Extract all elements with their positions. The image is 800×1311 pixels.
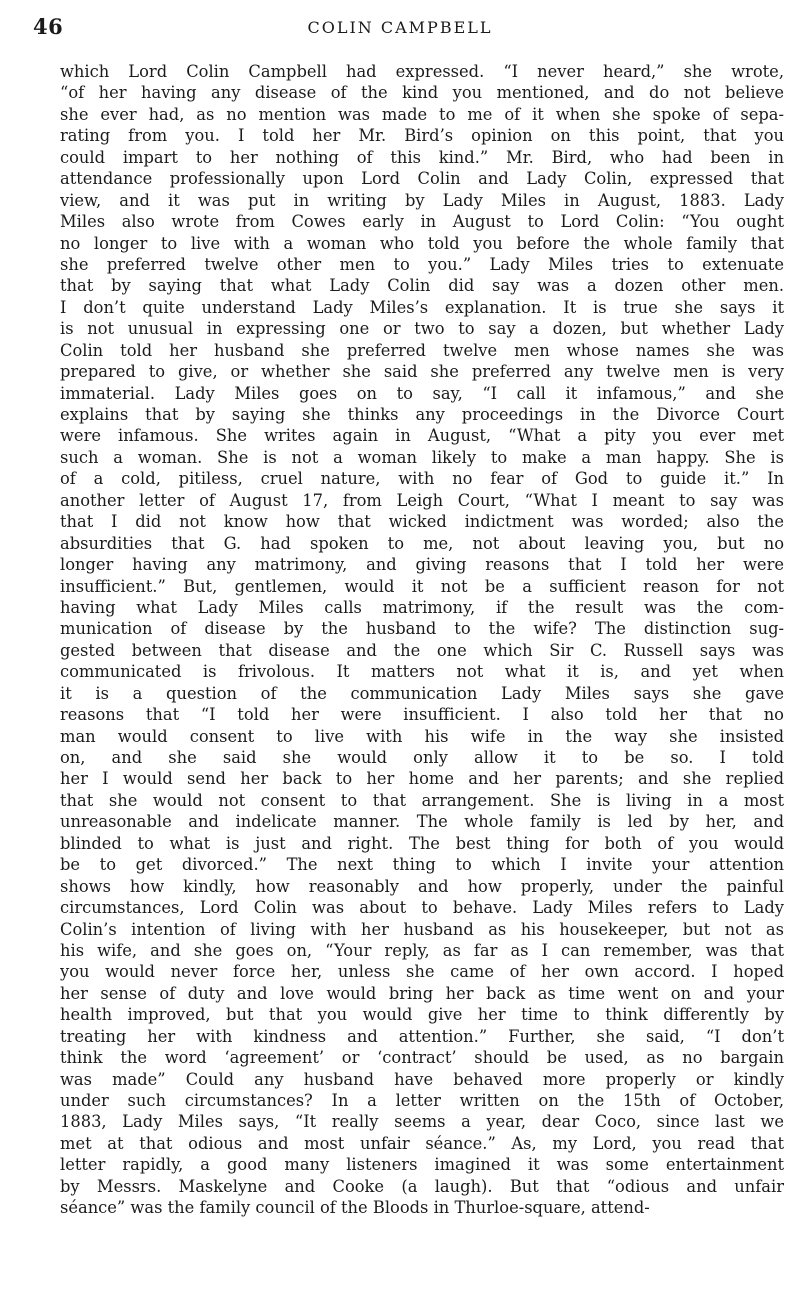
text-line: treating her with kindness and attention.” Further, she said, “I don’t <box>60 1026 784 1046</box>
text-line: were infamous. She writes again in August, “What a pity you ever met <box>60 426 784 446</box>
text-line: Miles also wrote from Cowes early in August to Lord Colin: “You ought <box>60 212 784 232</box>
text-line: Colin told her husband she preferred twelve men whose names she was <box>60 340 784 360</box>
text-line: view, and it was put in writing by Lady Miles in August, 1883. Lady <box>60 190 784 210</box>
text-line: health improved, but that you would give her time to think differently by <box>60 1005 784 1025</box>
text-line: under such circumstances? In a letter written on the 15th of October, <box>60 1091 784 1110</box>
text-line: unreasonable and indelicate manner. The whole family is led by her, and <box>60 812 784 832</box>
text-line: rating from you. I told her Mr. Bird’s opinion on this point, that you <box>60 126 784 146</box>
text-line: explains that by saying she thinks any proceedings in the Divorce Court <box>60 405 784 424</box>
text-line: prepared to give, or whether she said she preferred any twelve men is very <box>60 362 784 382</box>
text-line: insufficient.” But, gentlemen, would it not be a sufficient reason for not <box>60 576 784 596</box>
text-line: could impart to her nothing of this kind.” Mr. Bird, who had been in <box>60 147 784 167</box>
text-line: “of her having any disease of the kind you mentioned, and do not believe <box>60 83 784 103</box>
text-line: such a woman. She is not a woman likely to make a man happy. She is <box>60 447 784 467</box>
text-line: gested between that disease and the one which Sir C. Russell says was <box>60 640 784 660</box>
text-line: another letter of August 17, from Leigh Court, “What I meant to say was <box>60 490 784 510</box>
text-line: by Messrs. Maskelyne and Cooke (a laugh). But that “odious and unfair <box>60 1176 784 1196</box>
text-line: she ever had, as no mention was made to me of it when she spoke of sepa- <box>60 104 784 124</box>
text-line: immaterial. Lady Miles goes on to say, “I call it infamous,” and she <box>60 383 784 403</box>
text-line: that by saying that what Lady Colin did say was a dozen other men. <box>60 276 784 296</box>
text-line: his wife, and she goes on, “Your reply, as far as I can remember, was that <box>60 940 784 960</box>
text-line: having what Lady Miles calls matrimony, if the result was the com- <box>60 597 784 617</box>
text-line: is not unusual in expressing one or two to say a dozen, but whether Lady <box>60 319 784 339</box>
text-line: shows how kindly, how reasonably and how properly, under the painful <box>60 876 784 896</box>
page-number: 46 <box>33 14 64 39</box>
running-title: COLIN CAMPBELL <box>307 18 493 37</box>
text-line: be to get divorced.” The next thing to which I invite your attention <box>60 855 784 875</box>
text-line: communicated is frivolous. It matters not what it is, and yet when <box>60 662 784 682</box>
text-line: 1883, Lady Miles says, “It really seems a year, dear Coco, since last we <box>60 1112 784 1132</box>
text-line: her I would send her back to her home and her parents; and she replied <box>60 769 784 789</box>
text-line: that she would not consent to that arrangement. She is living in a most <box>60 790 784 810</box>
text-line: her sense of duty and love would bring her back as time went on and your <box>60 983 784 1003</box>
text-line: longer having any matrimony, and giving reasons that I told her were <box>60 555 784 575</box>
text-line: think the word ‘agreement’ or ‘contract’ should be used, as no bargain <box>60 1048 784 1068</box>
text-line: circumstances, Lord Colin was about to behave. Lady Miles refers to Lady <box>60 898 784 918</box>
text-line: was made” Could any husband have behaved more properly or kindly <box>60 1069 784 1089</box>
text-line: you would never force her, unless she came of her own accord. I hoped <box>60 962 784 982</box>
text-line: on, and she said she would only allow it to be so. I told <box>60 748 784 767</box>
text-line: of a cold, pitiless, cruel nature, with no fear of God to guide it.” In <box>60 469 784 489</box>
text-line: letter rapidly, a good many listeners imagined it was some entertainment <box>60 1155 784 1175</box>
text-line: no longer to live with a woman who told you before the whole family that <box>60 233 784 253</box>
text-line: blinded to what is just and right. The best thing for both of you would <box>60 833 784 853</box>
text-line: I don’t quite understand Lady Miles’s explanation. It is true she says it <box>60 297 784 317</box>
body-paragraph <box>60 61 784 1219</box>
text-line: reasons that “I told her were insufficient. I also told her that no <box>60 705 784 725</box>
text-line: Colin’s intention of living with her husband as his housekeeper, but not as <box>60 919 784 939</box>
text-line: met at that odious and most unfair séance.” As, my Lord, you read that <box>60 1133 784 1153</box>
text-line: it is a question of the communication Lady Miles says she gave <box>60 683 784 703</box>
text-line: absurdities that G. had spoken to me, not about leaving you, but no <box>60 533 784 553</box>
text-line: man would consent to live with his wife in the way she insisted <box>60 726 784 746</box>
text-line: attendance professionally upon Lord Colin and Lady Colin, expressed that <box>60 169 784 189</box>
text-line: which Lord Colin Campbell had expressed. “I never heard,” she wrote, <box>60 62 784 81</box>
text-line: that I did not know how that wicked indictment was worded; also the <box>60 512 784 532</box>
text-line: munication of disease by the husband to the wife? The distinction sug- <box>60 619 784 639</box>
text-line: séance” was the family council of the Bloods in Thurloe-square, attend- <box>60 1198 650 1218</box>
text-line: she preferred twelve other men to you.” Lady Miles tries to extenuate <box>60 254 784 274</box>
